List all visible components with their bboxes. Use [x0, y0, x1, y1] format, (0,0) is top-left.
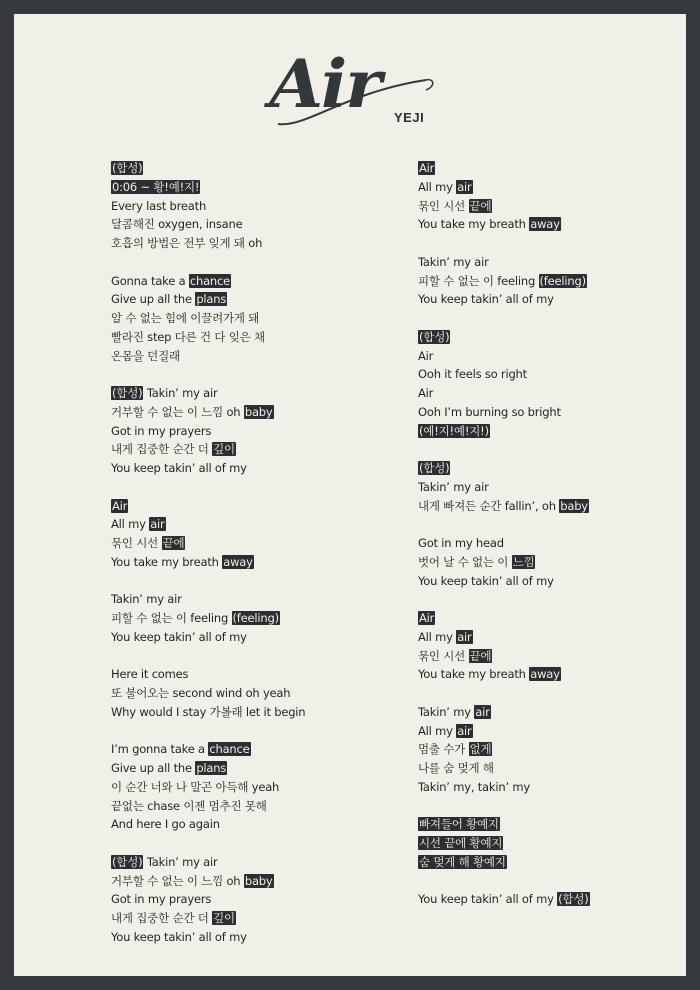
lyric-stanza: [111, 590, 305, 646]
lyric-stanza: [418, 328, 590, 441]
lyric-text: Takin’ my, takin’ my: [418, 779, 530, 794]
lyric-line: [418, 647, 590, 666]
lyric-line: [111, 328, 305, 347]
lyric-line: [418, 272, 590, 291]
lyric-line: [418, 740, 590, 759]
lyric-text: 멈출 수가: [418, 742, 469, 757]
lyric-line: [418, 609, 590, 628]
highlighted-lyric: away: [223, 554, 253, 569]
highlighted-lyric: plans: [196, 292, 227, 307]
lyric-line: [418, 553, 590, 572]
lyric-line: [111, 778, 305, 797]
lyric-text: 호흡의 방법은 전부 잊게 돼 oh: [111, 236, 263, 250]
lyric-line: [111, 534, 305, 553]
highlighted-lyric: baby: [244, 873, 273, 888]
lyric-text: You take my breath: [111, 554, 223, 569]
song-title: Air: [269, 45, 380, 123]
lyric-line: [111, 590, 305, 609]
lyric-text: 피할 수 없는 이 feeling: [111, 611, 232, 625]
highlighted-lyric: plans: [196, 761, 227, 775]
lyric-stanza: [418, 159, 590, 234]
lyric-text: You keep takin’ all of my: [111, 461, 247, 475]
lyric-line: [111, 459, 305, 478]
lyric-line: [418, 534, 590, 553]
lyric-text: I’m gonna take a: [111, 742, 209, 757]
lyric-text: Gonna take a: [111, 273, 189, 288]
highlighted-lyric: (합성): [419, 329, 450, 344]
lyric-line: [418, 722, 590, 741]
lyric-text: Takin’ my air: [143, 854, 218, 869]
lyric-text: 묶인 시선: [418, 648, 469, 663]
lyric-line: [418, 403, 590, 422]
lyric-line: [418, 290, 590, 309]
lyric-line: [418, 628, 590, 647]
lyric-text: 묶인 시선: [111, 536, 162, 550]
lyric-line: [418, 215, 590, 234]
lyric-line: [418, 384, 590, 403]
lyric-text: And here I go again: [111, 817, 220, 832]
highlighted-lyric: 끝에: [469, 198, 492, 213]
lyric-line: [418, 347, 590, 366]
lyric-stanza: [111, 497, 305, 572]
highlighted-lyric: 끝에: [469, 648, 492, 663]
lyric-line: [111, 497, 305, 516]
lyric-text: 끝없는 chase 이젠 멈추진 못해: [111, 798, 267, 813]
lyric-text: 거부할 수 없는 이 느낌 oh: [111, 404, 244, 419]
highlighted-lyric: 0:06 ~ 황!예!지!: [112, 179, 200, 194]
lyrics-sheet: [14, 14, 686, 976]
highlighted-lyric: away: [530, 217, 560, 232]
lyric-text: Got in my prayers: [111, 423, 212, 438]
lyric-line: [418, 759, 590, 778]
lyric-stanza: [111, 665, 305, 721]
highlighted-lyric: air: [475, 704, 490, 719]
lyric-text: Takin’ my air: [418, 254, 489, 269]
lyric-text: Air: [418, 348, 434, 363]
lyric-text: 온몸을 던질래: [111, 348, 180, 363]
lyric-text: You keep takin’ all of my: [111, 929, 247, 944]
lyric-line: [418, 834, 590, 853]
lyric-line: [111, 347, 305, 366]
highlighted-lyric: away: [530, 667, 560, 682]
lyric-text: Here it comes: [111, 667, 189, 682]
lyric-text: Takin’ my air: [418, 479, 489, 494]
lyric-line: [111, 853, 305, 872]
highlighted-lyric: 시선 끝에 황예지: [419, 836, 503, 850]
highlighted-lyric: air: [457, 179, 472, 194]
lyric-line: [111, 740, 305, 759]
lyric-stanza: [111, 853, 305, 947]
lyric-line: [111, 909, 305, 928]
lyric-text: 거부할 수 없는 이 느낌 oh: [111, 873, 244, 888]
highlighted-lyric: (feeling): [539, 273, 586, 288]
lyric-line: [111, 440, 305, 459]
lyric-line: [111, 890, 305, 909]
lyric-text: Why would I stay 가볼래 let it begin: [111, 704, 306, 719]
lyric-text: 묶인 시선: [418, 198, 469, 213]
lyric-line: [418, 665, 590, 684]
highlighted-lyric: chance: [189, 273, 231, 288]
lyric-line: [111, 159, 305, 178]
lyric-line: [111, 309, 305, 328]
lyric-line: [111, 815, 305, 834]
lyric-line: [418, 778, 590, 797]
lyric-line: [111, 215, 305, 234]
lyric-text: Give up all the: [111, 292, 196, 307]
lyric-stanza: [111, 740, 305, 834]
highlighted-lyric: (합성): [419, 461, 450, 475]
lyric-line: [418, 572, 590, 591]
artist-name: YEJI: [394, 110, 425, 125]
lyric-line: [111, 703, 305, 722]
lyric-text: Give up all the: [111, 761, 196, 775]
lyric-line: [418, 478, 590, 497]
lyric-text: 벗어 날 수 없는 이: [418, 554, 512, 569]
lyric-stanza: [418, 609, 590, 684]
lyric-line: [418, 197, 590, 216]
highlighted-lyric: Air: [419, 611, 435, 625]
highlighted-lyric: baby: [244, 404, 273, 419]
lyric-stanza: [111, 159, 305, 253]
lyric-stanza: [418, 459, 590, 515]
lyric-line: [111, 872, 305, 891]
lyric-line: [418, 703, 590, 722]
lyric-text: Ooh I’m burning so bright: [418, 404, 561, 419]
lyric-text: 달콤해진 oxygen, insane: [111, 217, 243, 232]
lyric-text: Takin’ my: [418, 704, 475, 719]
highlighted-lyric: air: [150, 517, 165, 532]
lyric-text: 내게 빠져든 순간 fallin’, oh: [418, 498, 560, 513]
lyric-text: Got in my prayers: [111, 892, 212, 907]
lyric-text: All my: [418, 179, 457, 194]
highlighted-lyric: 느낌: [512, 554, 535, 569]
lyric-line: [418, 253, 590, 272]
lyric-line: [418, 422, 590, 441]
lyric-line: [418, 328, 590, 347]
lyric-line: [418, 159, 590, 178]
lyric-stanza: [111, 384, 305, 478]
lyric-stanza: [111, 272, 305, 366]
lyric-text: All my: [418, 629, 457, 644]
highlighted-lyric: 없게: [469, 742, 492, 757]
lyric-text: 빨라진 step 다른 건 다 잊은 채: [111, 329, 265, 344]
lyric-text: Ooh it feels so right: [418, 367, 527, 382]
lyric-line: [111, 797, 305, 816]
highlighted-lyric: (합성): [112, 854, 143, 869]
lyric-line: [418, 853, 590, 872]
highlighted-lyric: (feeling): [232, 611, 279, 625]
lyric-line: [418, 178, 590, 197]
lyrics-column-left: [111, 159, 305, 965]
highlighted-lyric: (합성): [558, 892, 589, 907]
lyric-text: 이 순간 너와 나 말곤 아득해 yeah: [111, 779, 280, 794]
highlighted-lyric: (합성): [112, 161, 143, 175]
lyric-line: [111, 515, 305, 534]
lyric-text: You keep takin’ all of my: [111, 629, 247, 644]
highlighted-lyric: air: [457, 723, 472, 738]
lyric-line: [111, 422, 305, 441]
lyric-line: [111, 553, 305, 572]
lyric-line: [418, 890, 590, 909]
lyrics-column-right: [418, 159, 590, 928]
lyric-text: 내게 집중한 순간 더: [111, 442, 213, 457]
lyric-line: [418, 365, 590, 384]
lyric-stanza: [418, 815, 590, 871]
lyric-text: Takin’ my air: [143, 386, 218, 400]
highlighted-lyric: 끝에: [162, 536, 185, 550]
lyric-text: 나를 숨 멎게 해: [418, 761, 494, 775]
lyric-stanza: [418, 890, 590, 909]
lyric-line: [111, 234, 305, 253]
album-logo: [269, 44, 442, 136]
highlighted-lyric: chance: [209, 742, 250, 757]
lyric-line: [111, 290, 305, 309]
highlighted-lyric: 숨 멎게 해 황예지: [419, 854, 506, 869]
highlighted-lyric: (예!지!예!지!): [419, 423, 489, 438]
lyric-text: Takin’ my air: [111, 592, 182, 607]
lyric-text: You keep takin’ all of my: [418, 292, 554, 307]
lyric-line: [418, 459, 590, 478]
highlighted-lyric: Air: [419, 161, 435, 175]
lyric-line: [111, 178, 305, 197]
highlighted-lyric: (합성): [112, 386, 143, 400]
lyric-line: [111, 628, 305, 647]
lyric-line: [418, 497, 590, 516]
lyric-text: Every last breath: [111, 198, 207, 213]
lyric-text: 알 수 없는 힘에 이끌려가게 돼: [111, 311, 260, 325]
lyric-text: You keep takin’ all of my: [418, 573, 554, 588]
lyric-text: Got in my head: [418, 536, 504, 550]
highlighted-lyric: Air: [112, 498, 128, 513]
lyric-stanza: [418, 253, 590, 309]
lyric-text: 또 불어오는 second wind oh yeah: [111, 686, 291, 700]
lyric-line: [111, 665, 305, 684]
lyric-line: [111, 272, 305, 291]
highlighted-lyric: 빠져들어 황예지: [419, 817, 499, 832]
lyric-text: You take my breath: [418, 217, 530, 232]
lyric-line: [111, 403, 305, 422]
lyric-text: 내게 집중한 순간 더: [111, 911, 213, 925]
highlighted-lyric: baby: [560, 498, 588, 513]
lyric-line: [111, 384, 305, 403]
lyric-line: [418, 815, 590, 834]
lyric-text: All my: [418, 723, 457, 738]
highlighted-lyric: air: [457, 629, 472, 644]
lyric-stanza: [418, 703, 590, 797]
lyric-line: [111, 759, 305, 778]
lyric-text: All my: [111, 517, 150, 532]
highlighted-lyric: 깊이: [213, 442, 235, 457]
lyric-text: You take my breath: [418, 667, 530, 682]
lyric-line: [111, 197, 305, 216]
lyric-text: You keep takin’ all of my: [418, 892, 558, 907]
lyric-line: [111, 684, 305, 703]
lyric-line: [111, 609, 305, 628]
lyric-text: 피할 수 없는 이 feeling: [418, 273, 539, 288]
highlighted-lyric: 깊이: [213, 911, 235, 925]
lyric-stanza: [418, 534, 590, 590]
lyric-text: Air: [418, 386, 434, 400]
lyric-line: [111, 928, 305, 947]
